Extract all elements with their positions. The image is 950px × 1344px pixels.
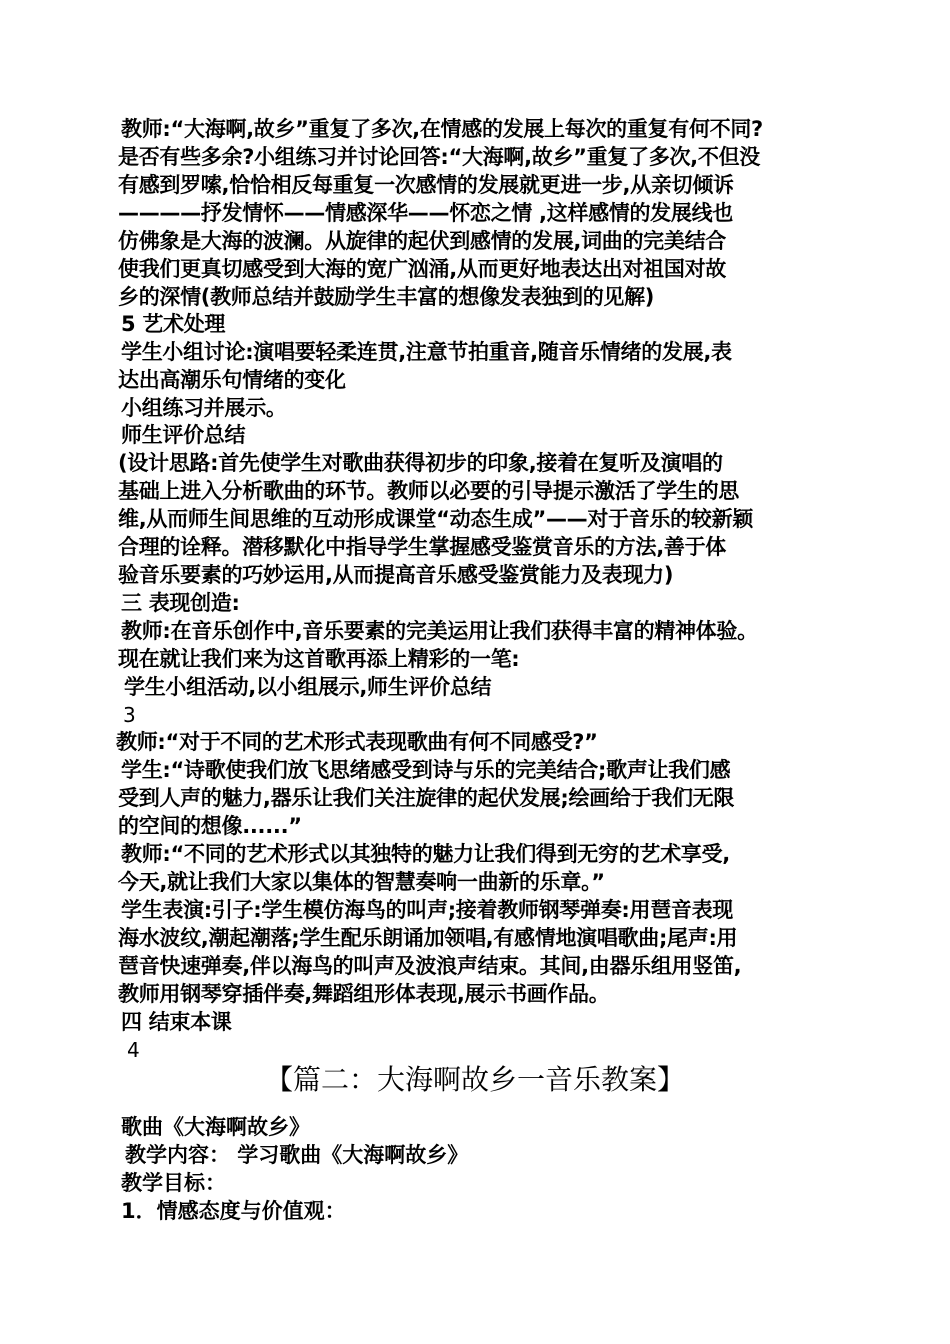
text-line: 教学内容： 学习歌曲《大海啊故乡》 [125,1143,469,1167]
text-line: 现在就让我们来为这首歌再添上精彩的一笔: [118,647,520,671]
text-line: 学生:“诗歌使我们放飞思绪感受到诗与乐的完美结合;歌声让我们感 [121,758,731,782]
text-line: 教师:“大海啊,故乡”重复了多次,在情感的发展上每次的重复有何不同? [121,117,763,141]
section-label: 三 表现创造: [121,591,240,615]
text-line: 学生小组讨论:演唱要轻柔连贯,注意节拍重音,随音乐情绪的发展,表 [121,340,732,364]
song-title: 歌曲《大海啊故乡》 [121,1115,310,1139]
text-line: (设计思路:首先使学生对歌曲获得初步的印象,接着在复听及演唱的 [118,451,723,475]
text-line: 教师:在音乐创作中,音乐要素的完美运用让我们获得丰富的精神体验。 [121,619,758,643]
text-line: 合理的诠释。潜移默化中指导学生掌握感受鉴赏音乐的方法,善于体 [118,535,726,559]
text-line: 小组练习并展示。 [121,396,287,420]
text-line: 教师:“不同的艺术形式以其独特的魅力让我们得到无穷的艺术享受, [121,842,730,866]
text-line: 使我们更真切感受到大海的宽广汹涌,从而更好地表达出对祖国对故 [118,257,726,281]
text-line: 仿佛象是大海的波澜。从旋律的起伏到感情的发展,词曲的完美结合 [118,229,726,253]
text-line: 基础上进入分析歌曲的环节。教师以必要的引导提示激活了学生的思 [118,479,739,503]
text-line: 教师:“对于不同的艺术形式表现歌曲有何不同感受?” [116,730,598,754]
text-line: 海水波纹,潮起潮落;学生配乐朗诵加领唱,有感情地演唱歌曲;尾声:用 [118,926,738,950]
section-label: 5 艺术处理 [121,312,226,336]
text-line: 验音乐要素的巧妙运用,从而提高音乐感受鉴赏能力及表现力) [118,563,674,587]
text-line: 1．情感态度与价值观： [121,1199,346,1223]
text-line: 维,从而师生间思维的互动形成课堂“动态生成”——对于音乐的较新颖 [118,507,753,531]
section-label: 四 结束本课 [121,1010,232,1034]
text-line: 的空间的想像......” [118,814,302,838]
text-line: 教学目标： [121,1171,226,1195]
text-line: ————抒发情怀——情感深华——怀恋之情 ,这样感情的发展线也 [118,201,733,225]
page-number: 3 [123,703,136,727]
text-line: 受到人声的魅力,器乐让我们关注旋律的起伏发展;绘画给于我们无限 [118,786,735,810]
text-line: 师生评价总结 [121,423,246,447]
text-line: 乡的深情(教师总结并鼓励学生丰富的想像发表独到的见解) [118,285,655,309]
text-line: 教师用钢琴穿插伴奏,舞蹈组形体表现,展示书画作品。 [118,982,610,1006]
text-line: 学生表演:引子:学生模仿海鸟的叫声;接着教师钢琴弹奏:用琶音表现 [121,898,733,922]
text-line: 琶音快速弹奏,伴以海鸟的叫声及波浪声结束。其间,由器乐组用竖笛, [118,954,742,978]
page-number: 4 [127,1038,140,1062]
text-line: 今天,就让我们大家以集体的智慧奏响一曲新的乐章。” [118,870,605,894]
text-line: 达出高潮乐句情绪的变化 [118,368,346,392]
section-heading: 【篇二：大海啊故乡一音乐教案】 [264,1063,685,1096]
text-line: 有感到罗嗦,恰恰相反每重复一次感情的发展就更进一步,从亲切倾诉 [118,173,734,197]
text-line: 学生小组活动,以小组展示,师生评价总结 [124,675,492,699]
text-line: 是否有些多余?小组练习并讨论回答:“大海啊,故乡”重复了多次,不但没 [118,145,760,169]
